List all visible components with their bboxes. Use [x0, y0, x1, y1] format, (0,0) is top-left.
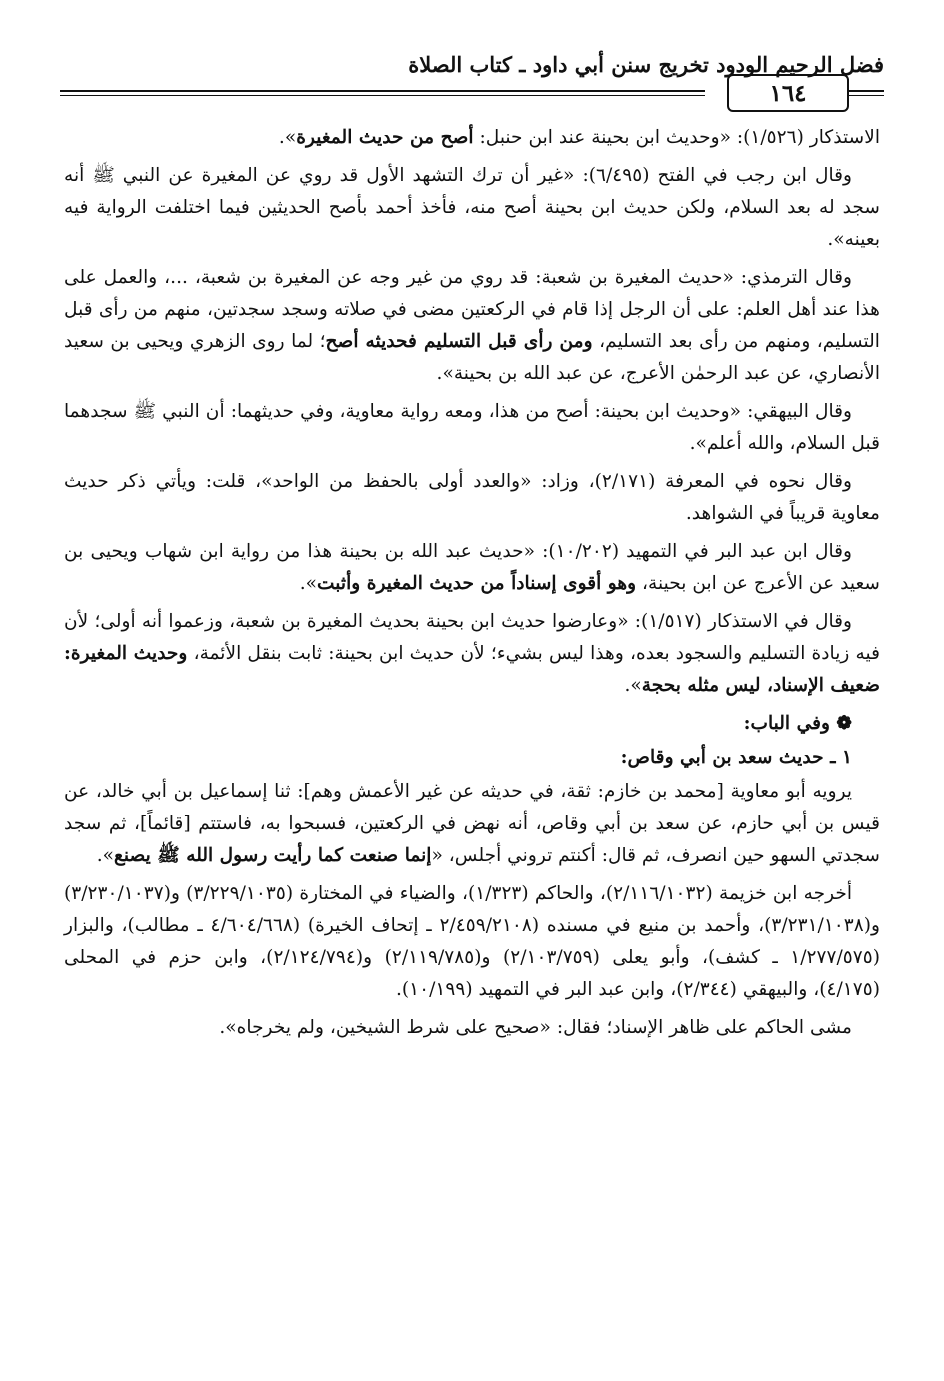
- paragraph: يرويه أبو معاوية [محمد بن خازم: ثقة، في حديثه عن غير الأعمش وهم]: ثنا إسماعيل بن أبي خالد، عن قيس بن أبي حازم، عن سعد بن أبي وقاص، أنه نهض في الركعتين، فسبحوا به، فاستتم [قائماً]، ثم سجد سجدتي السهو حين انصرف، ثم قال: أكنتم تروني أجلس، «إنما صنعت كما رأيت رسول الله ﷺ يصنع».: [64, 781, 880, 866]
- subsection-heading: ١ ـ حديث سعد بن أبي وقاص:: [620, 747, 852, 768]
- paragraph: أخرجه ابن خزيمة (٢/١١٦/١٠٣٢)، والحاكم (١/٣٢٣)، والضياء في المختارة (٣/٢٢٩/١٠٣٥) و(٣/٢٣٠/١٠٣٧) و(٣/٢٣١/١٠٣٨)، وأحمد بن منيع في مسنده (٢/٤٥٩/٢١٠٨ ـ إتحاف الخيرة) (٤/٦٠٤/٦٦٨ ـ مطالب)، والبزار (١/٢٧٧/٥٧٥ ـ كشف)، وأبو يعلى (٢/١٠٣/٧٥٩) و(٢/١١٩/٧٨٥) و(٢/١٢٤/٧٩٤)، وابن حزم في المحلى (٤/١٧٥)، والبيهقي (٢/٣٤٤)، وابن عبد البر في التمهيد (١٠/١٩٩).: [64, 883, 881, 1000]
- paragraph: مشى الحاكم على ظاهر الإسناد؛ فقال: «صحيح على شرط الشيخين، ولم يخرجاه».: [219, 1017, 852, 1038]
- paragraph: وقال ابن عبد البر في التمهيد (١٠/٢٠٢): «حديث عبد الله بن بحينة هذا من رواية ابن شهاب ويحيى بن سعيد عن الأعرج عن ابن بحينة، وهو أقوى إسناداً من حديث المغيرة وأثبت».: [64, 541, 880, 594]
- running-title: فضل الرحيم الودود تخريج سنن أبي داود ـ كتاب الصلاة: [408, 52, 884, 77]
- section-heading: ❁ وفي الباب:: [743, 713, 852, 734]
- paragraph: وقال ابن رجب في الفتح (٦/٤٩٥): «غير أن ترك التشهد الأول قد روي عن المغيرة عن النبي ﷺ أنه سجد له بعد السلام، ولكن حديث ابن بحينة أصح منه، فأخذ أحمد بأصح الحديثين فيما اختلفت الرواية فيه بعينه».: [64, 165, 880, 250]
- paragraph: وقال في الاستذكار (١/٥١٧): «وعارضوا حديث ابن بحينة بحديث المغيرة بن شعبة، وزعموا أنه أولى؛ لأن فيه زيادة التسليم والسجود بعده، وهذا ليس بشيء؛ لأن حديث ابن بحينة: ثابت بنقل الأئمة، وحديث المغيرة: ضعيف الإسناد، ليس مثله بحجة».: [64, 611, 880, 696]
- header-rule: [844, 95, 884, 96]
- header-rule: [60, 90, 705, 92]
- header-rule: [60, 95, 705, 96]
- paragraph: الاستذكار (١/٥٢٦): «وحديث ابن بحينة عند ابن حنبل: أصح من حديث المغيرة».: [278, 127, 880, 148]
- main-text: [64, 122, 880, 1050]
- page-number: ١٦٤: [727, 74, 849, 112]
- paragraph: وقال البيهقي: «وحديث ابن بحينة: أصح من هذا، ومعه رواية معاوية، وفي حديثهما: أن النبي ﷺ سجدهما قبل السلام، والله أعلم».: [64, 401, 880, 454]
- paragraph: وقال نحوه في المعرفة (٢/١٧١)، وزاد: «والعدد أولى بالحفظ من الواحد»، قلت: ويأتي ذكر حديث معاوية قريباً في الشواهد.: [64, 471, 880, 524]
- header-rule: [844, 90, 884, 92]
- paragraph: وقال الترمذي: «حديث المغيرة بن شعبة: قد روي من غير وجه عن المغيرة بن شعبة، ...، والعمل على هذا عند أهل العلم: على أن الرجل إذا قام في الركعتين مضى في صلاته وسجد سجدتين، منهم من رأى قبل التسليم، ومنهم من رأى بعد التسليم، ومن رأى قبل التسليم فحديثه أصح؛ لما روى الزهري ويحيى بن سعيد الأنصاري، عن عبد الرحمٰن الأعرج، عن عبد الله بن بحينة».: [64, 267, 880, 384]
- page-header: [60, 50, 884, 106]
